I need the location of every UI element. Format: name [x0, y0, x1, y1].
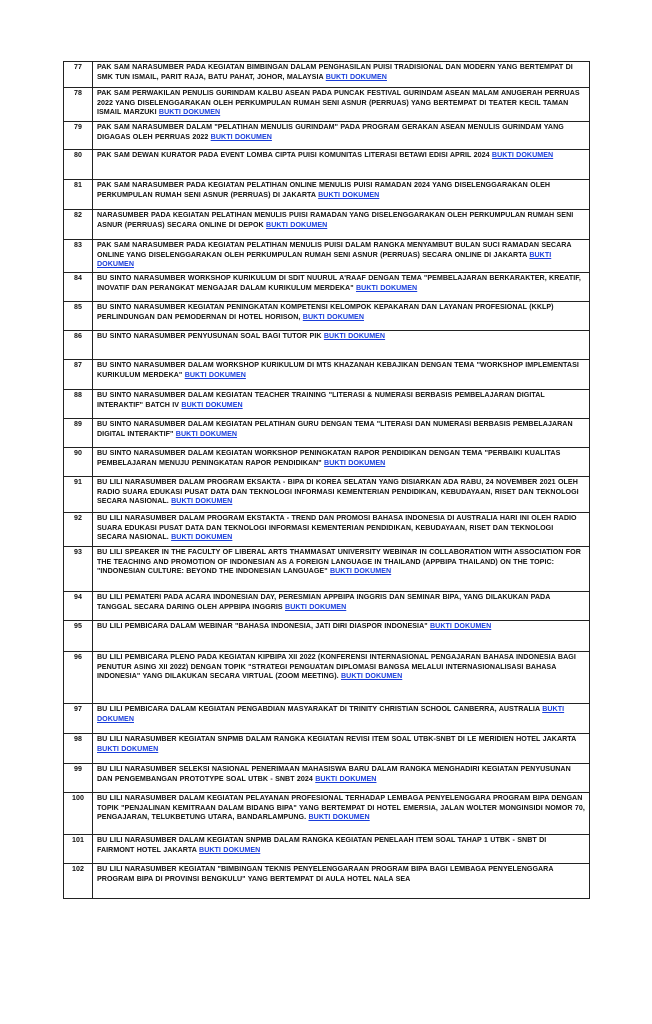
row-description-text: BU LILI NARASUMBER DALAM PROGRAM EKSTAKTA - TREND DAN PROMOSI BAHASA INDONESIA DI AUSTRALIA HARI INI OLEH RADIO SUARA EDUKASI PUSAT DATA DAN TEKNOLOGI INFORMASI KEMENTERIAN PENDIDIKAN, KEBUDAYAAN, RISET DAN TEKNOLOGI SECARA NASIONAL.	[97, 514, 577, 542]
bukti-dokumen-link[interactable]: BUKTI DOKUMEN	[285, 602, 347, 611]
row-description-text: BU SINTO NARASUMBER KEGIATAN PENINGKATAN KOMPETENSI KELOMPOK KEPAKARAN DAN LAYANAN PROFESIONAL (KKLP) PERLINDUNGAN DAN PEMODERNAN DI HOTEL HORISON,	[97, 303, 554, 321]
row-number: 90	[64, 448, 93, 477]
row-description-text: PAK SAM NARASUMBER PADA KEGIATAN PELATIHAN ONLINE MENULIS PUISI RAMADAN 2024 YANG DISELENGGARAKAN OLEH PERKUMPULAN RUMAH SENI ASNUR (PERRUAS) DI JAKARTA	[97, 181, 551, 199]
table-row	[64, 273, 590, 302]
row-description-text: BU LILI PEMBICARA DALAM WEBINAR "BAHASA INDONESIA, JATI DIRI DIASPOR INDONESIA"	[97, 622, 428, 630]
table-row	[64, 652, 590, 704]
row-description	[93, 390, 590, 419]
table-row	[64, 704, 590, 734]
row-description-text: PAK SAM PERWAKILAN PENULIS GURINDAM KALBU ASEAN PADA PUNCAK FESTIVAL GURINDAM ASEAN MALAM ANUGERAH PERRUAS 2022 YANG DISELENGGARAKAN OLEH PERKUMPULAN RUMAH SENI ASNUR (PERRUAS) YANG BERTEMPAT DI TEATER KECIL TAMAN ISMAIL MARZUKI	[97, 89, 580, 117]
bukti-dokumen-link[interactable]: BUKTI DOKUMEN	[302, 312, 365, 321]
table-row	[64, 210, 590, 240]
row-description	[93, 592, 590, 621]
row-description	[93, 150, 590, 180]
row-description	[93, 864, 590, 899]
table-row	[64, 864, 590, 899]
table-row	[64, 793, 590, 835]
row-number: 79	[64, 122, 93, 150]
row-description	[93, 793, 590, 835]
row-description-text: BU SINTO NARASUMBER DALAM KEGIATAN PELATIHAN GURU DENGAN TEMA "LITERASI DAN NUMERASI BERBASIS PEMBELAJARAN DIGITAL INTERAKTIF"	[97, 420, 573, 438]
row-number: 98	[64, 734, 93, 764]
bukti-dokumen-link[interactable]: BUKTI DOKUMEN	[266, 220, 328, 229]
table-row	[64, 180, 590, 210]
row-description	[93, 360, 590, 390]
bukti-dokumen-link[interactable]: BUKTI DOKUMEN	[323, 332, 386, 340]
row-number: 80	[64, 150, 93, 180]
row-description-text: BU LILI NARASUMBER DALAM KEGIATAN PELAYANAN PROFESIONAL TERHADAP LEMBAGA PENYELENGGARA PROGRAM BIPA DENGAN TOPIK "PENJALINAN KEMITRAAN DALAM BIDANG BIPA" YANG BERTEMPAT DI HOTEL EMERSIA, JALAN WOLTER MONGINSIDI NOMOR 70, PENGAJARAN, TELUKBETUNG UTARA, BANDARLAMPUNG.	[97, 794, 585, 822]
table-row	[64, 331, 590, 360]
table-row	[64, 240, 590, 273]
activity-table	[63, 61, 590, 899]
row-number: 86	[64, 331, 93, 360]
row-number: 92	[64, 513, 93, 547]
row-description	[93, 180, 590, 210]
table-row	[64, 360, 590, 390]
bukti-dokumen-link[interactable]: BUKTI DOKUMEN	[97, 250, 552, 269]
row-description-text: BU LILI NARASUMBER KEGIATAN SNPMB DALAM RANGKA KEGIATAN REVISI ITEM SOAL UTBK-SNBT DI LE MERIDIEN HOTEL JAKARTA	[97, 735, 577, 743]
row-description-text: PAK SAM DEWAN KURATOR PADA EVENT LOMBA CIPTA PUISI KOMUNITAS LITERASI BETAWI EDISI APRIL 2024	[97, 151, 490, 159]
row-description	[93, 62, 590, 88]
row-number: 95	[64, 621, 93, 652]
bukti-dokumen-link[interactable]: BUKTI DOKUMEN	[308, 813, 370, 822]
bukti-dokumen-link[interactable]: BUKTI DOKUMEN	[341, 672, 403, 681]
row-number: 96	[64, 652, 93, 704]
row-description-text: PAK SAM NARASUMBER PADA KEGIATAN BIMBINGAN DALAM PENGHASILAN PUISI TRADISIONAL DAN MODERN YANG BERTEMPAT DI SMK TUN ISMAIL, PARIT RAJA, BATU PAHAT, JOHOR, MALAYSIA	[97, 63, 573, 81]
row-description	[93, 448, 590, 477]
row-description-text: BU LILI NARASUMBER KEGIATAN "BIMBINGAN TEKNIS PENYELENGGARAAN PROGRAM BIPA BAGI LEMBAGA PENYELENGGARA PROGRAM BIPA DI PROVINSI BENGKULU" YANG BERTEMPAT DI AULA HOTEL NALA SEA	[97, 865, 554, 883]
bukti-dokumen-link[interactable]: BUKTI DOKUMEN	[171, 497, 233, 506]
table-row	[64, 419, 590, 448]
row-description-text: BU LILI SPEAKER IN THE FACULTY OF LIBERAL ARTS THAMMASAT UNIVERSITY WEBINAR IN COLLABORATION WITH ASSOCIATION FOR THE TEACHING AND PROMOTION OF INDONESIAN AS A FOREIGN LANGUAGE IN THAILAND (APPBIPA THAILAND) ON THE TOPIC: "INDONESIAN CULTURE: BEYOND THE INDONESIAN LANGUAGE"	[97, 548, 581, 576]
row-number: 94	[64, 592, 93, 621]
row-description-text: PAK SAM NARASUMBER PADA KEGIATAN PELATIHAN MENULIS PUISI DALAM RANGKA MENYAMBUT BULAN SUCI RAMADAN SECARA ONLINE YANG DISELENGGARAKAN OLEH PERKUMPULAN RUMAH SENI ASNUR (PERRUAS) SECARA ONLINE DI JAKARTA	[97, 241, 572, 259]
table-row	[64, 62, 590, 88]
row-description	[93, 513, 590, 547]
row-description-text: BU LILI NARASUMBER SELEKSI NASIONAL PENERIMAAN MAHASISWA BARU DALAM RANGKA MENGHADIRI KEGIATAN PENYUSUNAN DAN PENGEMBANGAN PROTOTYPE SOAL UTBK - SNBT 2024	[97, 765, 571, 783]
bukti-dokumen-link[interactable]: BUKTI DOKUMEN	[175, 429, 238, 438]
table-row	[64, 734, 590, 764]
bukti-dokumen-link[interactable]: BUKTI DOKUMEN	[355, 283, 418, 292]
row-number: 82	[64, 210, 93, 240]
row-number: 100	[64, 793, 93, 835]
table-row	[64, 302, 590, 331]
row-number: 91	[64, 477, 93, 513]
row-description-text: BU LILI PEMBICARA DALAM KEGIATAN PENGABDIAN MASYARAKAT DI TRINITY CHRISTIAN SCHOOL CANBERRA, AUSTRALIA	[97, 705, 540, 713]
row-number: 83	[64, 240, 93, 273]
row-description-text: NARASUMBER PADA KEGIATAN PELATIHAN MENULIS PUISI RAMADAN YANG DISELENGGARAKAN OLEH PERKUMPULAN RUMAH SENI ASNUR (PERRUAS) SECARA ONLINE DI DEPOK	[97, 211, 574, 229]
row-description	[93, 547, 590, 592]
row-number: 84	[64, 273, 93, 302]
bukti-dokumen-link[interactable]: BUKTI DOKUMEN	[199, 845, 261, 854]
row-description	[93, 273, 590, 302]
table-row	[64, 122, 590, 150]
activity-table-body	[64, 62, 590, 899]
row-number: 88	[64, 390, 93, 419]
row-number: 102	[64, 864, 93, 899]
bukti-dokumen-link[interactable]: BUKTI DOKUMEN	[325, 72, 387, 81]
table-row	[64, 150, 590, 180]
row-description	[93, 621, 590, 652]
bukti-dokumen-link[interactable]: BUKTI DOKUMEN	[210, 132, 272, 141]
table-row	[64, 513, 590, 547]
bukti-dokumen-link[interactable]: BUKTI DOKUMEN	[491, 151, 554, 159]
row-description	[93, 210, 590, 240]
row-description	[93, 652, 590, 704]
row-description	[93, 419, 590, 448]
row-number: 85	[64, 302, 93, 331]
row-description-text: BU SINTO NARASUMBER PENYUSUNAN SOAL BAGI TUTOR PIK	[97, 332, 322, 340]
bukti-dokumen-link[interactable]: BUKTI DOKUMEN	[97, 744, 159, 753]
row-description-text: BU LILI NARASUMBER DALAM PROGRAM EKSAKTA - BIPA DI KOREA SELATAN YANG DISIARKAN ADA RABU, 24 NOVEMBER 2021 OLEH RADIO SUARA EDUKASI PUSAT DATA DAN TEKNOLOGI INFORMASI KEMENTERIAN PENDIDIKAN, KEBUDAYAAN, RISET DAN TEKNOLOGI SECARA NASIONAL.	[97, 478, 579, 506]
row-description	[93, 302, 590, 331]
row-description-text: PAK SAM NARASUMBER DALAM "PELATIHAN MENULIS GURINDAM" PADA PROGRAM GERAKAN ASEAN MENULIS GURINDAM YANG DIGAGAS OLEH PERRUAS 2022	[97, 123, 564, 141]
table-row	[64, 448, 590, 477]
table-row	[64, 621, 590, 652]
table-row	[64, 835, 590, 864]
bukti-dokumen-link[interactable]: BUKTI DOKUMEN	[181, 400, 243, 409]
table-row	[64, 88, 590, 122]
table-row	[64, 547, 590, 592]
table-row	[64, 390, 590, 419]
row-description-text: BU LILI NARASUMBER DALAM KEGIATAN SNPMB DALAM RANGKA KEGIATAN PENELAAH ITEM SOAL TAHAP 1 UTBK - SNBT DI FAIRMONT HOTEL JAKARTA	[97, 836, 547, 854]
bukti-dokumen-link[interactable]: BUKTI DOKUMEN	[324, 458, 386, 467]
bukti-dokumen-link[interactable]: BUKTI DOKUMEN	[430, 622, 492, 630]
table-row	[64, 592, 590, 621]
row-number: 87	[64, 360, 93, 390]
table-row	[64, 764, 590, 793]
row-description	[93, 734, 590, 764]
row-number: 101	[64, 835, 93, 864]
table-row	[64, 477, 590, 513]
row-number: 93	[64, 547, 93, 592]
row-description	[93, 477, 590, 513]
row-description-text: BU SINTO NARASUMBER WORKSHOP KURIKULUM DI SDIT NUURUL A'RAAF DENGAN TEMA "PEMBELAJARAN BERKARAKTER, KREATIF, INOVATIF DAN PERANGKAT MENGAJAR DALAM KURIKULUM MERDEKA"	[97, 274, 581, 292]
bukti-dokumen-link[interactable]: BUKTI DOKUMEN	[318, 190, 380, 199]
bukti-dokumen-link[interactable]: BUKTI DOKUMEN	[171, 533, 233, 542]
row-description-text: BU LILI PEMATERI PADA ACARA INDONESIAN DAY, PERESMIAN APPBIPA INGGRIS DAN SEMINAR BIPA, YANG DILAKUKAN PADA TANGGAL SECARA DARING OLEH APPBIPA INGGRIS	[97, 593, 551, 611]
row-number: 89	[64, 419, 93, 448]
bukti-dokumen-link[interactable]: BUKTI DOKUMEN	[184, 370, 246, 379]
row-description	[93, 764, 590, 793]
bukti-dokumen-link[interactable]: BUKTI DOKUMEN	[97, 705, 565, 723]
row-description-text: BU SINTO NARASUMBER DALAM WORKSHOP KURIKULUM DI MTS KHAZANAH KEBAJIKAN DENGAN TEMA "WORKSHOP IMPLEMENTASI KURIKULUM MERDEKA"	[97, 361, 579, 379]
row-description	[93, 835, 590, 864]
row-description	[93, 704, 590, 734]
row-description	[93, 240, 590, 273]
row-description	[93, 122, 590, 150]
row-number: 99	[64, 764, 93, 793]
bukti-dokumen-link[interactable]: BUKTI DOKUMEN	[158, 108, 221, 117]
row-number: 97	[64, 704, 93, 734]
bukti-dokumen-link[interactable]: BUKTI DOKUMEN	[315, 774, 377, 783]
bukti-dokumen-link[interactable]: BUKTI DOKUMEN	[329, 567, 392, 576]
row-description-text: BU LILI PEMBICARA PLENO PADA KEGIATAN KIPBIPA XII 2022 (KONFERENSI INTERNASIONAL PENGAJARAN BAHASA INDONESIA BAGI PENUTUR ASING XII 2022) DENGAN TOPIK "STRATEGI PENGUATAN DIPLOMASI BANGSA MELALUI INTERNASIONALISASI BAHASA INDONESIA" YANG DILAKUKAN SECARA VIRTUAL (ZOOM MEETING).	[97, 653, 576, 681]
row-description	[93, 88, 590, 122]
row-number: 81	[64, 180, 93, 210]
row-number: 77	[64, 62, 93, 88]
row-description	[93, 331, 590, 360]
row-description-text: BU SINTO NARASUMBER DALAM KEGIATAN WORKSHOP PENINGKATAN RAPOR PENDIDIKAN DENGAN TEMA "PERBAIKI KUALITAS PEMBELAJARAN MENUJU PENINGKATAN RAPOR PENDIDIKAN"	[97, 449, 561, 467]
row-number: 78	[64, 88, 93, 122]
row-description-text: BU SINTO NARASUMBER DALAM KEGIATAN TEACHER TRAINING "LITERASI & NUMERASI BERBASIS PEMBELAJARAN DIGITAL INTERAKTIF" BATCH IV	[97, 391, 545, 409]
